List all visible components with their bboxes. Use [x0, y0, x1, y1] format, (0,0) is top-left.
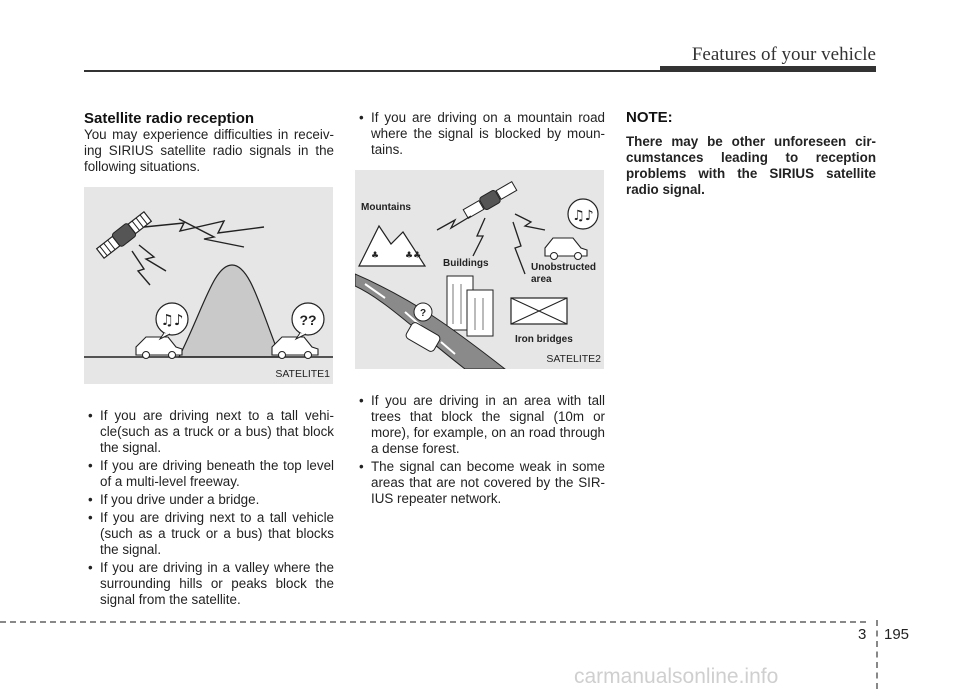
question-bubble-icon: [292, 303, 324, 339]
satellite-icon: [462, 180, 517, 220]
header-rule-thin: [84, 70, 664, 72]
buildings-label: Buildings: [443, 258, 489, 269]
bullet-list: [355, 110, 605, 158]
list-item: • If you are driving beneath the top level of a multi-level freeway.: [84, 458, 334, 490]
section-title: Satellite radio reception: [84, 110, 255, 127]
signal-bolt-icon: [515, 214, 545, 230]
car-icon: [136, 337, 182, 359]
list-item: • If you are driving in an area with tall trees that block the signal (10m or more), for example, on an road through a dense forest.: [355, 393, 605, 457]
buildings-shape: [447, 276, 493, 336]
car-icon: [545, 238, 587, 260]
satellite-icon: [95, 210, 152, 260]
mountains-label: Mountains: [361, 202, 411, 213]
figure-caption: SATELITE2: [546, 353, 601, 365]
svg-text:♣♣: ♣♣: [405, 251, 422, 261]
music-bubble-icon: [568, 199, 598, 229]
area-label: area: [531, 274, 552, 285]
list-item: • If you are driving next to a tall vehicle (such as a truck or a bus) that blocks the signal.: [84, 510, 334, 558]
satellite-figure-2: [355, 170, 604, 369]
question-bubble-icon: [414, 303, 432, 321]
signal-bolt-icon: [473, 218, 485, 256]
svg-text:♣: ♣: [371, 251, 380, 261]
figure1-illustration: [84, 187, 333, 384]
figure2-illustration: [355, 170, 604, 369]
note-column: [626, 110, 876, 198]
figure-caption: SATELITE1: [275, 368, 330, 380]
note-text: There may be other unforeseen cir-cumstances leading to reception problems with the SIRIUS satellite radio signal.: [626, 134, 876, 197]
car-icon: [272, 337, 318, 359]
footer-dashed-rule: [0, 621, 866, 623]
signal-bolt-icon: [132, 251, 150, 285]
intro-paragraph: You may experience difficulties in receiv-ing SIRIUS satellite radio signals in the following situations.: [84, 127, 334, 174]
iron-bridge-shape: [511, 298, 567, 324]
chapter-number: 3: [858, 626, 867, 643]
list-item: • If you are driving in a valley where the surrounding hills or peaks block the signal from the satellite.: [84, 560, 334, 608]
header-title: Features of your vehicle: [691, 44, 876, 65]
bullet-list: [84, 408, 334, 608]
iron-bridges-label: Iron bridges: [515, 334, 573, 345]
satellite-figure-1: [84, 187, 333, 384]
signal-bolt-icon: [437, 216, 471, 230]
note-title: NOTE:: [626, 109, 673, 126]
question-marks-label: ??: [299, 312, 317, 328]
music-bubble-icon: [156, 303, 188, 339]
list-item: • If you are driving on a mountain road where the signal is blocked by moun-tains.: [355, 110, 605, 158]
signal-bolt-icon: [513, 222, 525, 274]
watermark: carmanualsonline.info: [574, 665, 779, 688]
page-number: 195: [884, 626, 910, 643]
bullet-list: [355, 393, 605, 507]
list-item: • If you are driving next to a tall vehi-cle(such as a truck or a bus) that block the signal.: [84, 408, 334, 456]
middle-column: [355, 110, 605, 509]
left-column: [84, 110, 334, 610]
list-item: • The signal can become weak in some areas that are not covered by the SIR-IUS repeater network.: [355, 459, 605, 507]
list-item: • If you drive under a bridge.: [84, 492, 334, 508]
header-rule-thick: [660, 66, 876, 72]
mountain-shape: [179, 265, 280, 357]
svg-text:♫♪: ♫♪: [160, 311, 184, 329]
unobstructed-label: Unobstructed: [531, 262, 596, 273]
question-mark-label: ?: [419, 308, 427, 319]
footer-vertical-rule: [876, 620, 878, 689]
svg-text:♫♪: ♫♪: [572, 208, 594, 224]
